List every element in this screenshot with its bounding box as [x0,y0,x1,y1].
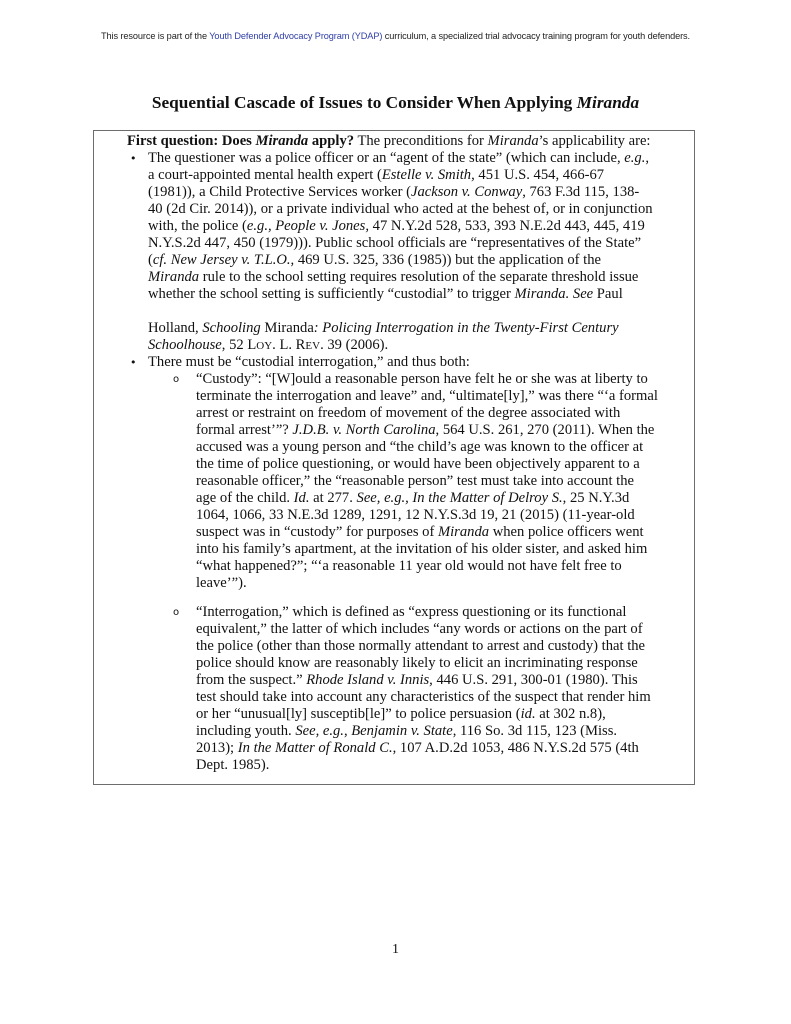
italic: Estelle v. Smith, [381,167,475,183]
text: terminate the interrogation and leave” and, “ultimate[ly],” was there “‘a formal [196,388,658,404]
italic: e.g., People v. Jones, [246,218,369,234]
italic: Schooling [202,320,261,336]
text: 469 U.S. 325, 336 (1985)) but the application of the [294,252,602,268]
italic: Id. [293,490,310,506]
bullet1-line-1 [148,150,649,167]
smallcaps: OY [256,340,273,352]
text: the time of police questioning, or would have been objectively apparent to a [196,456,640,472]
text: , [645,150,649,166]
text: 47 N.Y.2d 528, 533, 393 N.E.2d 443, 445, 419 [369,218,645,234]
text: Dept. 1985). [196,757,270,773]
text: L [247,337,257,353]
text: at 302 n.8), [535,706,606,722]
page-title [0,93,791,113]
sub1-line-6 [196,456,640,473]
text: (1981)), a Child Protective Services worker ( [148,184,412,200]
bullet1-line-5 [148,218,645,235]
ydap-program-link[interactable]: Youth Defender Advocacy Program (YDAP) [209,31,383,41]
sub1-line-1 [196,371,648,388]
page-number: 1 [392,942,399,957]
italic: J.D.B. v. North Carolina [292,422,436,438]
italic: Jackson v. Conway [411,184,523,200]
intro-bold-2: apply? [308,133,355,149]
text: test should take into account any characteristics of the suspect that render him [196,689,651,705]
sub2-line-10 [196,757,269,774]
italic: e.g. [624,150,646,166]
bullet1-line-9 [148,286,623,303]
text: , 763 F.3d 115, 138- [522,184,640,200]
sub1-line-10 [196,524,644,541]
bullet1-line-7 [148,252,601,269]
italic: Miranda [148,269,200,285]
text: 40 (2d Cir. 2014)), or a private individual who acted at the behest of, or in conjunction [148,201,653,217]
text: , 25 N.Y.3d [562,490,630,506]
text: reasonable officer,” the “reasonable person” test must take into account the [196,473,634,489]
bullet2-text: There must be “custodial interrogation,” and thus both: [148,354,470,370]
bullet1-line-8 [148,269,638,286]
text: 446 U.S. 291, 300-01 (1980). This [432,672,638,688]
text: ( [148,252,153,268]
text: at 277. [309,490,357,506]
text: “what happened?”; “‘a reasonable 11 year old would not have felt free to [196,558,622,574]
text: age of the child. [196,490,294,506]
sub1-line-5 [196,439,643,456]
text: arrest or restraint on freedom of movement of the degree associated with [196,405,621,421]
italic: In the Matter of Ronald C. [237,740,393,756]
text: Paul [593,286,623,302]
sub2-line-3 [196,638,645,655]
text: 451 U.S. 454, 466-67 [474,167,605,183]
text: N.Y.S.2d 447, 450 (1979))). Public school officials are “representatives of the State” [148,235,642,251]
intro-italic: Miranda [487,133,539,149]
italic: Schoolhouse [148,337,222,353]
text: police should know are reasonably likely to elicit an incriminating response [196,655,638,671]
text: the police (other than those normally attendant to arrest and custody) that the [196,638,646,654]
text: into his family’s apartment, at the invitation of his older sister, and asked him [196,541,648,557]
sub2-line-1 [196,604,626,621]
text: The questioner was a police officer or an “agent of the state” (which can include, [148,150,625,166]
text: , 116 So. 3d 115, 123 (Miss. [452,723,618,739]
sub2-line-6 [196,689,651,706]
text: “Custody”: “[W]ould a reasonable person have felt he or she was at liberty to [196,371,648,387]
sub2-line-9 [196,740,639,757]
sub-bullet-icon: o [173,374,180,385]
attribution-text: This resource is part of the [100,31,210,41]
sub1-line-4 [196,422,654,439]
bullet1-line-6 [148,235,641,252]
text: equivalent,” the latter of which includes “any words or actions on the part of [196,621,643,637]
bullet1-line-11 [148,337,388,355]
text: , 107 A.D.2d 1053, 486 N.Y.S.2d 575 (4th [392,740,639,756]
attribution-text-tail: curriculum, a specialized trial advocacy training program for youth defenders. [382,31,691,41]
title-italic: Miranda [576,93,640,112]
italic: See, e.g. [295,723,344,739]
text: a court-appointed mental health expert ( [148,167,382,183]
sub1-line-11 [196,541,647,558]
bullet1-line-4 [148,201,653,218]
sub2-line-8 [196,723,617,740]
first-question-heading [127,133,650,150]
intro-bold-italic: Miranda [255,133,309,149]
italic: See, e.g., In the Matter of Delroy S. [356,490,563,506]
text: “Interrogation,” which is defined as “express questioning or its functional [196,604,627,620]
text: from the suspect.” [196,672,307,688]
sub1-line-9 [196,507,635,524]
sub-bullet-icon: o [173,607,180,618]
text: when police officers went [489,524,644,540]
text: whether the school setting is sufficiently “custodial” to trigger [148,286,515,302]
text: 1064, 1066, 33 N.E.3d 1289, 1291, 12 N.Y.S.3d 19, 21 (2015) (11-year-old [196,507,635,523]
text: leave’”). [196,575,247,591]
sub1-line-13 [196,575,247,592]
text: R [295,337,306,353]
text: accused was a young person and “the child’s age was known to the officer at [196,439,644,455]
text: Miranda [260,320,314,336]
text: , 52 [221,337,248,353]
sub1-line-2 [196,388,658,405]
sub1-line-7 [196,473,634,490]
italic: Benjamin v. State [351,723,453,739]
intro-text-2: ’s applicability are: [538,133,651,149]
sub1-line-12 [196,558,622,575]
sub2-line-4 [196,655,638,672]
italic: Miranda [437,524,490,540]
text: , 564 U.S. 261, 270 (2011). When the [435,422,655,438]
bullet1-line-10 [148,320,619,337]
resource-attribution-note [0,31,791,41]
text: formal arrest’”? [196,422,293,438]
bullet1-line-3 [148,184,639,201]
text: Holland, [148,320,203,336]
bullet-icon: • [130,356,137,369]
bullet1-line-2 [148,167,604,184]
intro-bold: First question: Does [127,133,256,149]
sub2-line-5 [196,672,638,689]
italic: Miranda. See [514,286,594,302]
smallcaps: EV [305,340,321,352]
italic: Rhode Island v. Innis, [306,672,433,688]
sub1-line-3 [196,405,620,422]
text: with, the police ( [148,218,247,234]
text: . 39 (2006). [320,337,389,353]
sub2-line-2 [196,621,643,638]
italic: cf. New Jersey v. T.L.O., [152,252,295,268]
sub1-line-8 [196,490,629,507]
italic: : Policing Interrogation in the Twenty-First Century [313,320,619,336]
bullet-icon: • [130,152,137,165]
sub2-line-7 [196,706,606,723]
italic: id. [520,706,536,722]
text: or her “unusual[ly] susceptib[le]” to police persuasion ( [196,706,521,722]
intro-text: The preconditions for [354,133,488,149]
text: including youth. [196,723,296,739]
text: rule to the school setting requires resolution of the separate threshold issue [199,269,639,285]
text: suspect was in “custody” for purposes of [196,524,438,540]
text: , [343,723,352,739]
text: 2013); [196,740,238,756]
title-text: Sequential Cascade of Issues to Consider When Applying [151,93,577,112]
text: . L. [272,337,296,353]
